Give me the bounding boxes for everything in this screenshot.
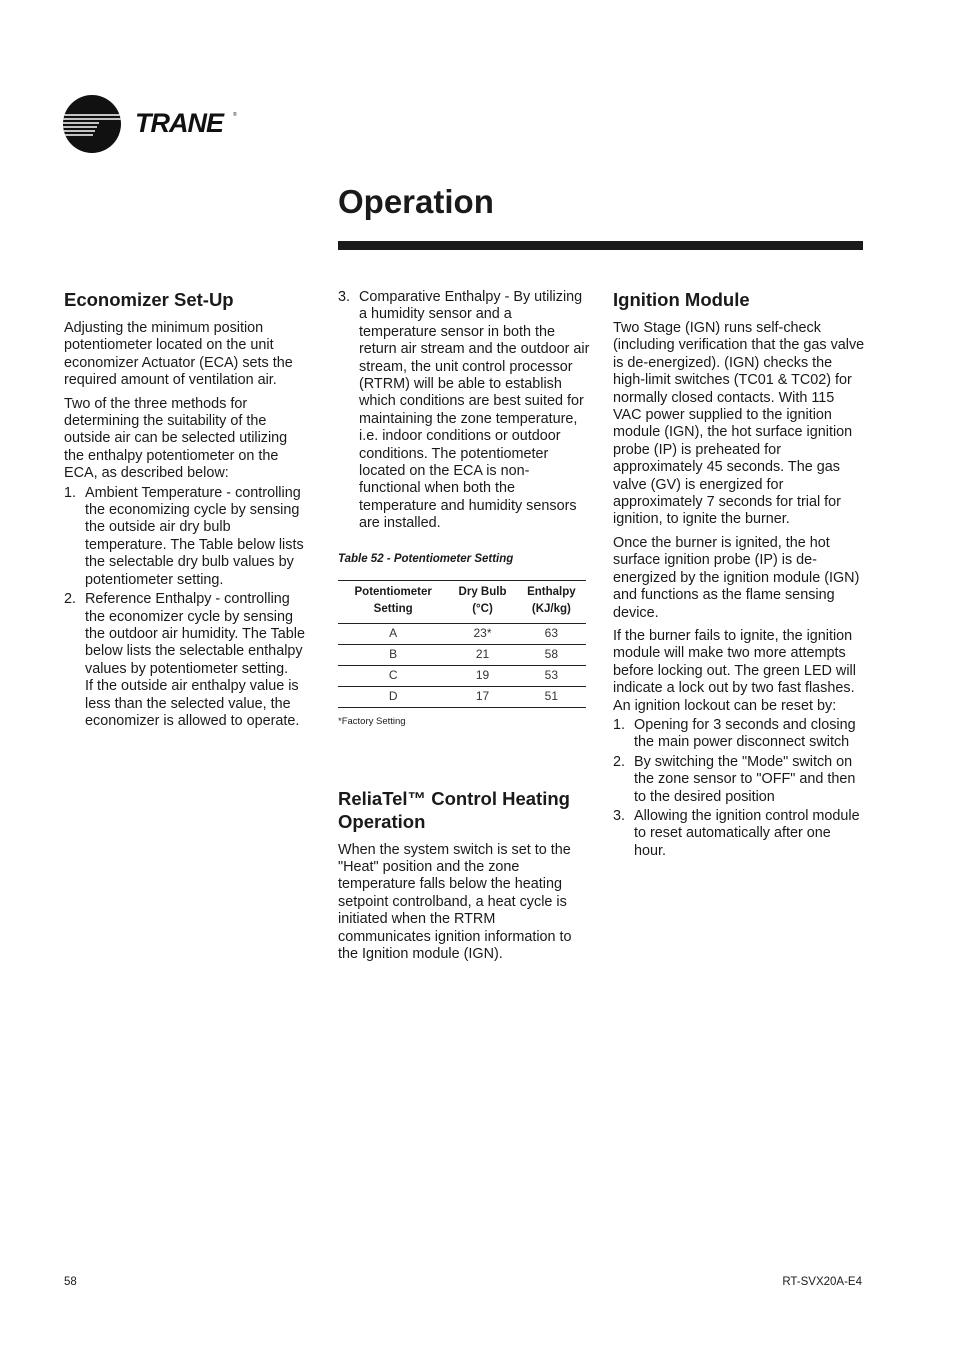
paragraph: Two Stage (IGN) runs self-check (including verification that the gas valve is de-energized). (IGN) checks the high-limit switches (TC01 & TC02) for normally closed contacts. With 115 VAC power supplied to the ignition module (IGN), the hot surface ignition probe (IP) is preheated for approximately 45 seconds. The gas valve (GV) is energized for approximately 7 seconds for trial for ignition, to ignite the burner. [613, 320, 865, 528]
item-text: Opening for 3 seconds and closing the main power disconnect switch [634, 716, 856, 751]
paragraph: If the burner fails to ignite, the ignition module will make two more attempts before locking out. The green LED will indicate a lock out by two fast flashes. An ignition lockout can be reset by: [613, 627, 856, 714]
economizer-section [64, 288, 310, 732]
svg-text:®: ® [233, 112, 237, 118]
item-number: 3. [613, 807, 626, 824]
item-extra: If the outside air enthalpy value is less than the selected value, the economizer is allowed to operate. [85, 678, 300, 729]
document-code: RT-SVX20A-E4 [782, 1276, 862, 1288]
paragraph: Once the burner is ignited, the hot surface ignition probe (IP) is de-energized by the ignition module (IGN) and functions as the flame sensing device. [613, 534, 860, 621]
page-number: 58 [64, 1276, 77, 1288]
middle-column [338, 289, 590, 969]
list-item [338, 289, 590, 533]
item-text: Comparative Enthalpy - By utilizing a humidity sensor and a temperature sensor in both the return air stream and the outdoor air stream, the unit control processor (RTRM) will be able to establish which conditions are best suited for maintaining the zone temperature, i.e. indoor conditions or outdoor conditions. The potentiometer located on the ECA is non-functional when both the temperature and humidity sensors are installed. [359, 289, 590, 532]
paragraph: When the system switch is set to the "Heat" position and the zone temperature falls below the heating setpoint controlband, a heat cycle is initiated when the RTRM communicates ignition information to the Ignition module (IGN). [338, 841, 572, 962]
item-text: Ambient Temperature - controlling the economizing cycle by sensing the outside air dry bulb temperature. The Table below lists the selectable dry bulb values by potentiometer setting. [85, 484, 304, 588]
table-row: C 19 53 [338, 666, 586, 687]
ignition-section [613, 288, 865, 862]
table-caption: Table 52 - Potentiometer Setting [338, 552, 514, 565]
item-number: 1. [613, 716, 626, 733]
method-list-continued [338, 289, 590, 533]
reset-list [613, 717, 865, 860]
list-item [64, 591, 310, 730]
table-row: A 23* 63 [338, 624, 586, 645]
paragraph: Adjusting the minimum position potentiometer located on the unit economizer Actuator (ECA) sets the required amount of ventilation air. [64, 320, 293, 389]
item-number: 1. [64, 484, 77, 501]
svg-text:TRANE: TRANE [135, 108, 223, 138]
title-rule [338, 241, 863, 250]
item-text: Reference Enthalpy - controlling the economizer cycle by sensing the outdoor air humidity. The Table below lists the selectable enthalpy values by potentiometer setting. [85, 591, 305, 677]
potentiometer-table [338, 580, 586, 708]
list-item [613, 717, 865, 752]
list-item [613, 754, 865, 806]
list-item [64, 485, 310, 589]
column-header: Enthalpy (KJ/kg) [517, 581, 586, 624]
reliatel-heading: ReliaTel™ Control Heating Operation [338, 787, 570, 832]
trane-logo [63, 94, 243, 154]
ignition-heading: Ignition Module [613, 289, 750, 310]
economizer-heading: Economizer Set-Up [64, 289, 234, 310]
item-number: 2. [613, 753, 626, 770]
column-header: Dry Bulb (°C) [448, 581, 516, 624]
page-title: Operation [338, 183, 494, 220]
table-row: D 17 51 [338, 687, 586, 708]
column-header: Potentiometer Setting [338, 581, 448, 624]
item-text: Allowing the ignition control module to reset automatically after one hour. [634, 807, 860, 859]
item-number: 2. [64, 591, 77, 608]
table-row: B 21 58 [338, 645, 586, 666]
item-number: 3. [338, 289, 351, 305]
item-text: By switching the "Mode" switch on the zone sensor to "OFF" and then to the desired position [634, 753, 856, 805]
list-item [613, 808, 865, 860]
method-list [64, 485, 310, 731]
paragraph: Two of the three methods for determining the suitability of the outside air can be selected utilizing the enthalpy potentiometer on the ECA, as described below: [64, 395, 288, 482]
table-footnote: *Factory Setting [338, 716, 406, 728]
